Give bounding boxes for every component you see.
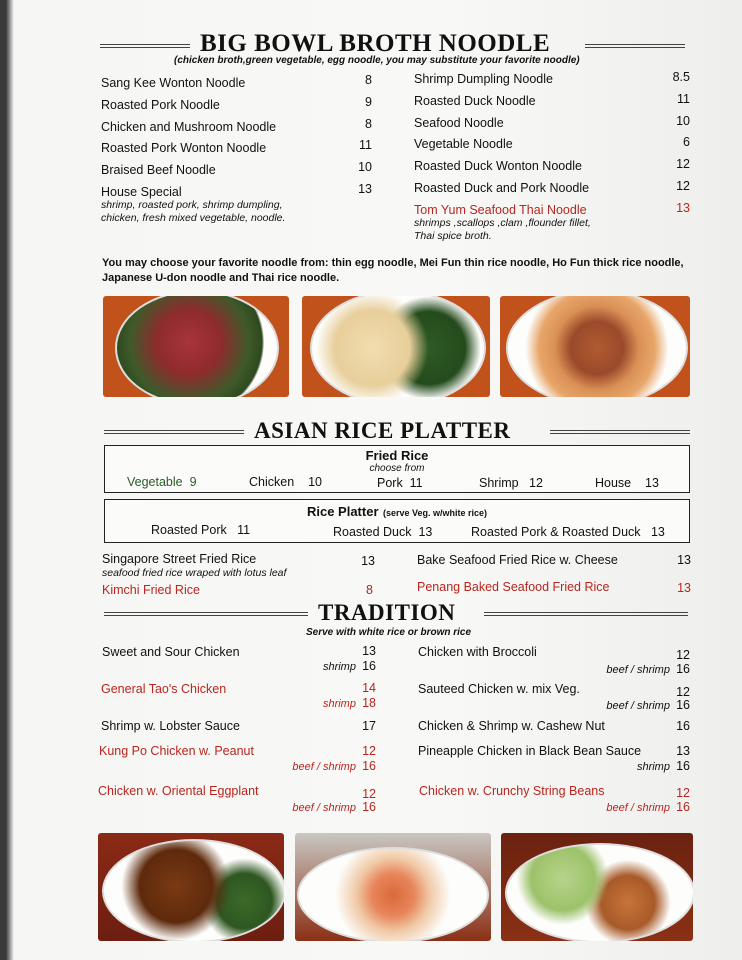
menu-item-name: Kimchi Fried Rice (102, 583, 200, 597)
menu-item-price: 16 (676, 719, 690, 733)
fried-rice-subtitle: choose from (369, 463, 425, 474)
menu-item-name: Roasted Duck Wonton Noodle (414, 159, 582, 173)
menu-item-desc: seafood fried rice wraped with lotus leaf (102, 567, 287, 579)
menu-item-name: Sweet and Sour Chicken (102, 645, 240, 659)
menu-item-price: 12 (676, 179, 690, 193)
fried-rice-option: Shrimp 12 (479, 476, 543, 490)
noodle-choice-note: You may choose your favorite noodle from: thin egg noodle, Mei Fun thin rice noodle, Ho Fun thick rice noodle, (102, 257, 684, 269)
rice-platter-option: Roasted Pork & Roasted Duck 13 (471, 525, 665, 539)
menu-item-price: 11 (677, 92, 690, 106)
menu-item-price: 13 (362, 644, 376, 658)
menu-item-name: Pineapple Chicken in Black Bean Sauce (418, 744, 642, 758)
food-photo-dumpling-noodle (302, 296, 490, 397)
menu-item-alt: shrimp 18 (322, 696, 376, 710)
menu-item-name: Chicken w. Oriental Eggplant (98, 784, 259, 798)
menu-item-price: 10 (676, 114, 690, 128)
fried-rice-title: Fried Rice (365, 448, 429, 463)
menu-item-price: 12 (362, 787, 376, 801)
menu-item-price: 8 (365, 73, 372, 87)
menu-item-alt: beef / shrimp 16 (606, 662, 690, 676)
rice-title: ASIAN RICE PLATTER (254, 418, 511, 443)
menu-item-name: Chicken w. Crunchy String Beans (419, 784, 605, 798)
menu-item-name: Bake Seafood Fried Rice w. Cheese (417, 553, 618, 567)
title-rule-right (484, 612, 688, 616)
menu-item-price: 14 (362, 681, 376, 695)
menu-item-name: Vegetable Noodle (414, 137, 513, 151)
food-photo-shrimp-dish (295, 833, 491, 941)
menu-item-price: 13 (676, 744, 690, 758)
title-rule-left (104, 430, 244, 434)
fried-rice-option: Vegetable 9 (127, 475, 197, 489)
menu-item-name: Chicken with Broccoli (418, 645, 537, 659)
menu-item-price: 12 (362, 744, 376, 758)
menu-item-desc: shrimps ,scallops ,clam ,flounder fillet, (414, 217, 591, 229)
noodle-choice-note: Japanese U-don noodle and Thai rice noodle. (102, 272, 340, 284)
menu-item-name: Shrimp w. Lobster Sauce (101, 719, 240, 733)
menu-item-name: Roasted Duck and Pork Noodle (414, 181, 590, 195)
menu-item-name: House Special (101, 185, 182, 199)
menu-item-price: 12 (676, 786, 690, 800)
menu-item-name: Roasted Duck Noodle (414, 94, 536, 108)
menu-item-name: Seafood Noodle (414, 116, 504, 130)
tradition-title: TRADITION (318, 600, 456, 625)
menu-item-name: Shrimp Dumpling Noodle (414, 72, 553, 86)
big-bowl-title: BIG BOWL BROTH NOODLE (200, 30, 551, 57)
menu-item-price: 13 (677, 553, 691, 567)
menu-item-name: General Tao's Chicken (101, 682, 227, 696)
title-rule-right (585, 44, 685, 48)
menu-item-price: 13 (676, 201, 690, 215)
rice-platter-option: Roasted Pork 11 (151, 523, 251, 537)
menu-item-name: Chicken & Shrimp w. Cashew Nut (418, 719, 605, 733)
menu-item-alt: beef / shrimp 16 (606, 698, 690, 712)
menu-item-name: Sang Kee Wonton Noodle (101, 76, 246, 90)
food-photo-beef-noodle (103, 296, 289, 397)
menu-item-name: Sauteed Chicken w. mix Veg. (418, 682, 580, 696)
menu-item-desc: chicken, fresh mixed vegetable, noodle. (101, 212, 286, 224)
menu-item-price: 12 (676, 685, 690, 699)
menu-item-price: 8.5 (672, 70, 690, 84)
menu-item-price: 13 (358, 182, 372, 196)
title-rule-right (550, 430, 690, 434)
menu-item-price: 13 (677, 581, 691, 595)
menu-item-name: Penang Baked Seafood Fried Rice (417, 580, 610, 594)
menu-item-price: 17 (362, 719, 376, 733)
fried-rice-option: Pork 11 (377, 476, 423, 490)
menu-item-price: 13 (361, 554, 375, 568)
menu-item-price: 6 (683, 135, 690, 149)
rice-platter-heading: Rice Platter (serve Veg. w/white rice) (306, 504, 488, 519)
menu-item-alt: beef / shrimp 16 (606, 800, 690, 814)
fried-rice-box (104, 445, 690, 493)
title-rule-left (104, 612, 308, 616)
rice-platter-box (104, 499, 690, 543)
menu-item-name: Kung Po Chicken w. Peanut (99, 744, 254, 758)
menu-item-name: Roasted Pork Wonton Noodle (101, 141, 267, 155)
menu-item-name: Braised Beef Noodle (101, 163, 216, 177)
menu-item-desc: shrimp, roasted pork, shrimp dumpling, (101, 199, 283, 211)
fried-rice-option: Chicken 10 (249, 475, 322, 489)
big-bowl-subtitle: (chicken broth,green vegetable, egg noodle, you may substitute your favorite noodle) (174, 55, 580, 66)
menu-item-alt: beef / shrimp 16 (292, 759, 376, 773)
food-photo-lettuce-wrap (501, 833, 693, 941)
tradition-subtitle: Serve with white rice or brown rice (306, 627, 472, 638)
title-rule-left (100, 44, 190, 48)
menu-item-name: Singapore Street Fried Rice (102, 552, 257, 566)
menu-item-name: Chicken and Mushroom Noodle (101, 120, 277, 134)
menu-item-alt: beef / shrimp 16 (292, 800, 376, 814)
menu-item-name: Tom Yum Seafood Thai Noodle (414, 203, 587, 217)
fried-rice-option: House 13 (595, 476, 659, 490)
food-photo-seafood-noodle (500, 296, 690, 397)
menu-item-price: 11 (359, 138, 372, 152)
rice-platter-option: Roasted Duck 13 (333, 525, 433, 539)
menu-item-name: Roasted Pork Noodle (101, 98, 220, 112)
menu-item-price: 12 (676, 157, 690, 171)
food-photo-chicken-dish (98, 833, 284, 941)
menu-item-price: 8 (366, 583, 373, 597)
menu-item-alt: shrimp 16 (322, 659, 376, 673)
menu-item-price: 8 (365, 117, 372, 131)
menu-item-alt: shrimp 16 (636, 759, 690, 773)
menu-item-desc: Thai spice broth. (414, 230, 492, 242)
menu-item-price: 10 (358, 160, 372, 174)
menu-item-price: 12 (676, 648, 690, 662)
menu-item-price: 9 (365, 95, 372, 109)
